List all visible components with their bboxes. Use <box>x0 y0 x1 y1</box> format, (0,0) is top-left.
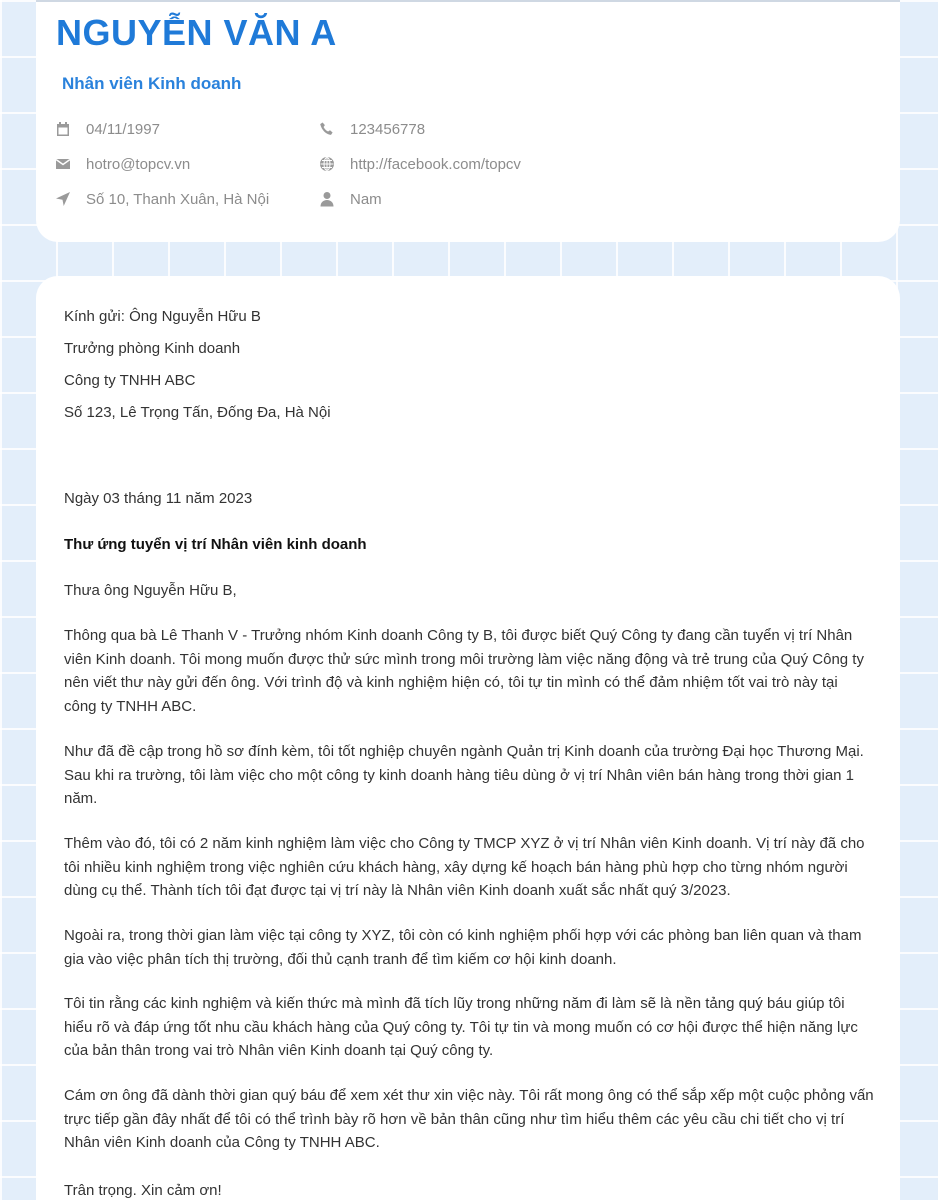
birthday-value: 04/11/1997 <box>86 120 160 138</box>
envelope-icon <box>54 155 72 173</box>
user-icon <box>318 190 336 208</box>
recipient-line: Trưởng phòng Kinh doanh <box>64 340 241 357</box>
letter-date: Ngày 03 tháng 11 năm 2023 <box>64 490 253 507</box>
letter-paragraph: Ngoài ra, trong thời gian làm việc tại công ty XYZ, tôi còn có kinh nghiệm phối hợp với các phòng ban liên quan và tham gia vào việc phân tích thị trường, đối thủ cạnh tranh để tìm kiếm cơ hội kinh doanh. <box>64 927 862 968</box>
contact-birthday <box>54 120 160 138</box>
letter-paragraph: Thông qua bà Lê Thanh V - Trưởng nhóm Kinh doanh Công ty B, tôi được biết Quý Công ty đang cần tuyển vị trí Nhân viên Kinh doanh. Tôi mong muốn được thử sức mình trong môi trường làm việc năng động và trẻ trung của Quý Công ty nên viết thư này gửi đến ông. Với trình độ và kinh nghiệm hiện có, tôi tự tin mình có thể đảm nhiệm tốt vai trò này tại công ty TNHH ABC. <box>64 627 864 715</box>
letter-paragraph: Cám ơn ông đã dành thời gian quý báu để xem xét thư xin việc này. Tôi rất mong ông có thể sắp xếp một cuộc phỏng vấn trực tiếp gần đây nhất để tôi có thể trình bày rõ hơn về bản thân cũng như tìm hiểu thêm các yêu cầu chi tiết cho vị trí Nhân viên Kinh doanh của Công ty TNHH ABC. <box>64 1087 874 1151</box>
profile-header-card <box>36 0 900 242</box>
address-value: Số 10, Thanh Xuân, Hà Nội <box>86 190 270 208</box>
contact-email <box>54 155 190 173</box>
letter-paragraph: Như đã đề cập trong hồ sơ đính kèm, tôi tốt nghiệp chuyên ngành Quản trị Kinh doanh của trường Đại học Thương Mại. Sau khi ra trường, tôi làm việc cho một công ty kinh doanh hàng tiêu dùng ở vị trí Nhân viên bán hàng trong thời gian 1 năm. <box>64 743 864 807</box>
contact-website <box>318 155 521 173</box>
recipient-line: Số 123, Lê Trọng Tấn, Đống Đa, Hà Nội <box>64 404 331 421</box>
letter-paragraph: Tôi tin rằng các kinh nghiệm và kiến thức mà mình đã tích lũy trong những năm đi làm sẽ là nền tảng quý báu giúp tôi hiểu rõ và đáp ứng tốt nhu cầu khách hàng của Quý công ty. Tôi tự tin và mong muốn có cơ hội được thể hiện năng lực của bản thân trong vai trò Nhân viên Kinh doanh tại Quý công ty. <box>64 995 858 1059</box>
contact-gender <box>318 190 382 208</box>
calendar-icon <box>54 120 72 138</box>
letter-greeting: Thưa ông Nguyễn Hữu B, <box>64 582 237 599</box>
phone-value: 123456778 <box>350 120 426 138</box>
cover-letter-card <box>36 276 900 1200</box>
location-arrow-icon <box>54 190 72 208</box>
letter-subject: Thư ứng tuyển vị trí Nhân viên kinh doanh <box>64 536 367 553</box>
gender-value: Nam <box>350 190 382 208</box>
phone-icon <box>318 120 336 138</box>
letter-paragraph: Thêm vào đó, tôi có 2 năm kinh nghiệm làm việc cho Công ty TMCP XYZ ở vị trí Nhân viên Kinh doanh. Vị trí này đã cho tôi nhiều kinh nghiệm trong việc nghiên cứu khách hàng, xây dựng kế hoạch bán hàng phù hợp cho từng nhóm người dùng cụ thể. Thành tích tôi đạt được tại vị trí này là Nhân viên Kinh doanh xuất sắc nhất quý 3/2023. <box>64 835 865 899</box>
candidate-position: Nhân viên Kinh doanh <box>62 74 242 93</box>
contact-phone <box>318 120 425 138</box>
email-value: hotro@topcv.vn <box>86 155 191 173</box>
contact-address <box>54 190 269 208</box>
recipient-line: Công ty TNHH ABC <box>64 372 196 389</box>
recipient-line: Kính gửi: Ông Nguyễn Hữu B <box>64 308 261 325</box>
globe-icon <box>318 155 336 173</box>
letter-closing: Trân trọng. Xin cảm ơn! <box>64 1182 222 1199</box>
candidate-name: NGUYỄN VĂN A <box>56 12 337 53</box>
website-value: http://facebook.com/topcv <box>350 155 521 173</box>
